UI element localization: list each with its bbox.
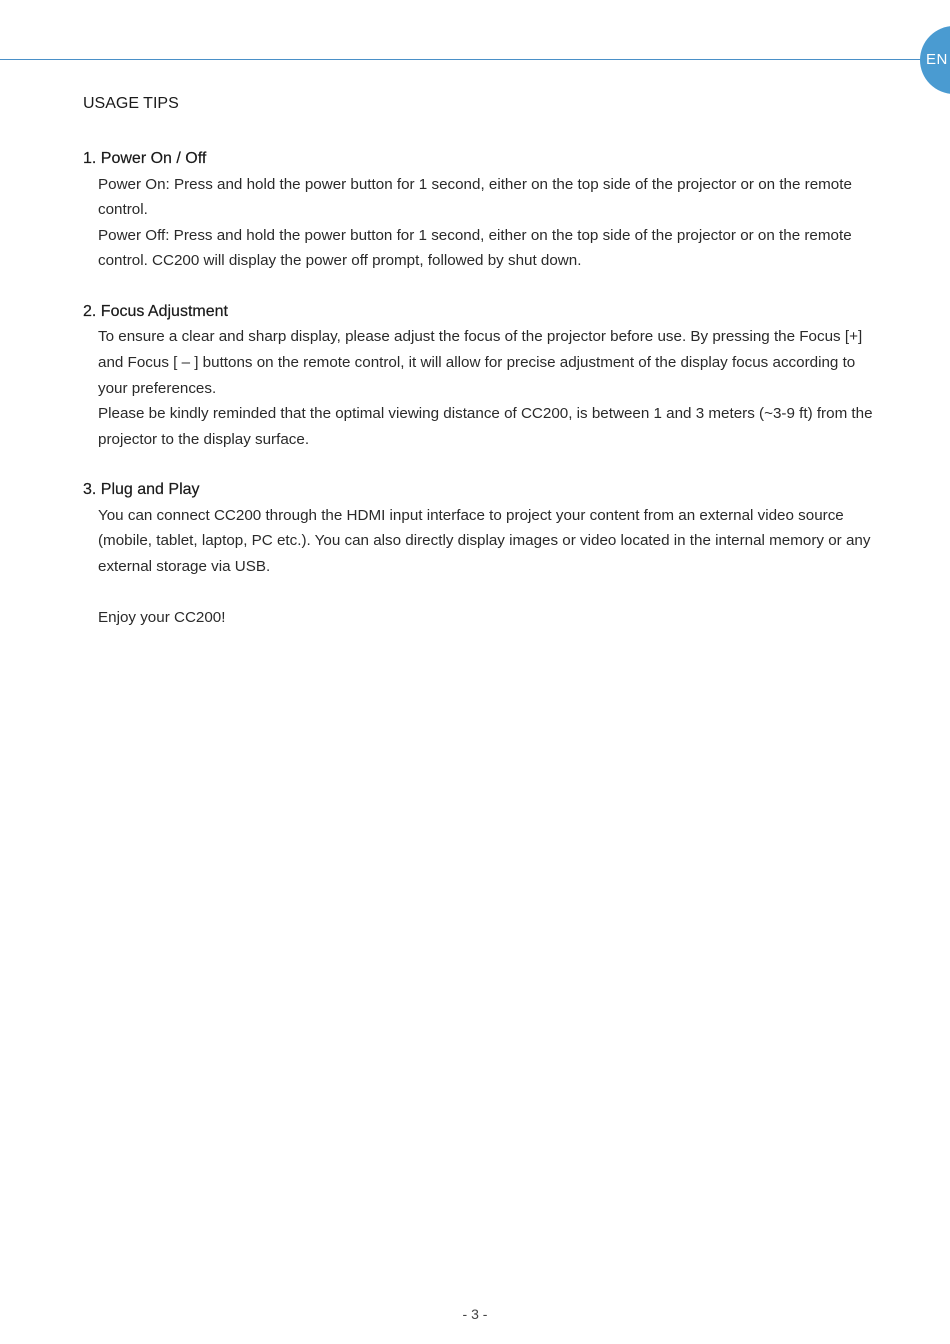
section-title: 3. Plug and Play — [83, 481, 200, 499]
header-divider — [0, 59, 950, 60]
page-number: - 3 - — [462, 1306, 488, 1322]
page-title: USAGE TIPS — [83, 95, 179, 112]
closing-text: Enjoy your CC200! — [98, 608, 226, 626]
paragraph: Please be kindly reminded that the optimal viewing distance of CC200, is between 1 and 3 meters (~3-9 ft) from the projector to the display surface. — [98, 405, 873, 448]
usage-tips-content — [83, 146, 873, 630]
paragraph: Power Off: Press and hold the power button for 1 second, either on the top side of the projector or on the remote control. CC200 will display the power off prompt, followed by shut down. — [98, 226, 852, 270]
paragraph: Power On: Press and hold the power button for 1 second, either on the top side of the projector or on the remote control. — [98, 175, 852, 219]
paragraph: You can connect CC200 through the HDMI input interface to project your content from an external video source (mobile, tablet, laptop, PC etc.). You can also directly display images or video located in the internal memory or any external storage via USB. — [98, 506, 871, 576]
section-power — [83, 146, 873, 274]
paragraph: To ensure a clear and sharp display, please adjust the focus of the projector before use. By pressing the Focus [+] and Focus [ – ] buttons on the remote control, it will allow for precise adjustment of the display focus according to your preferences. — [98, 328, 863, 397]
section-title: 1. Power On / Off — [83, 150, 207, 167]
section-focus — [83, 299, 873, 452]
section-plug-and-play — [83, 477, 873, 579]
language-tab-label: EN — [926, 51, 948, 68]
section-title: 2. Focus Adjustment — [83, 302, 228, 320]
